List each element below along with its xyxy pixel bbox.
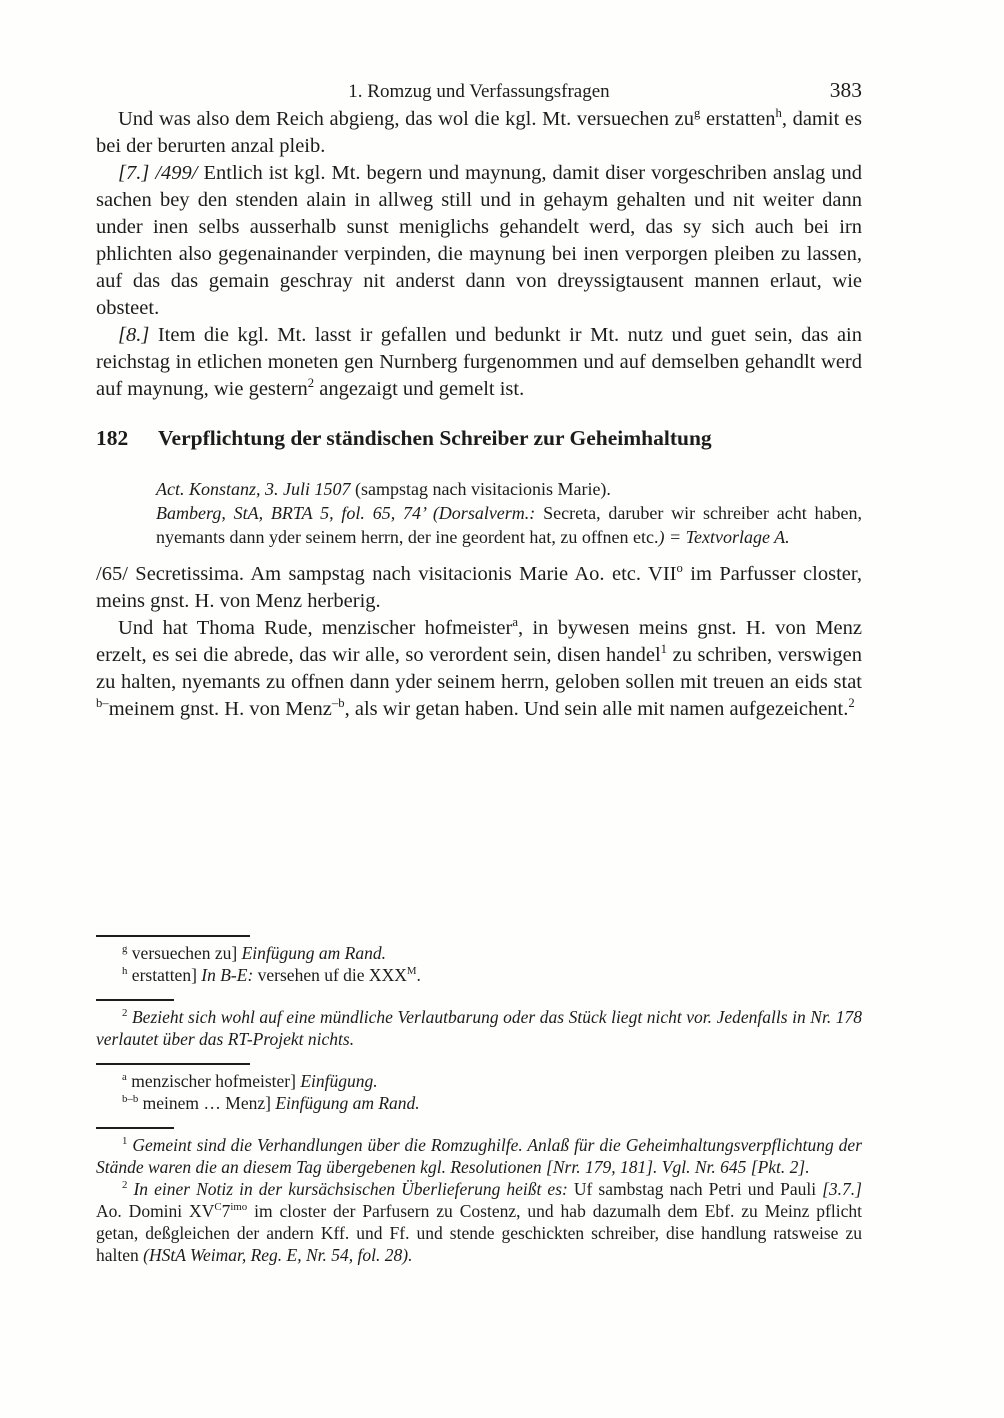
footnote-a: $^a$ menzischer hofmeister] Einfügung. <box>122 1071 378 1091</box>
entry-paragraph: Und hat Thoma Rude, menzischer hofmeister$^a$, in bywesen meins gnst. H. von Menz erzelt, es sei die abrede, das wir alle, so verordent sein, disen handel$^1$ zu schriben, verswigen zu halten, nyemants zu offnen dann yder seinem herrn, geloben sollen mit treuen an eids stat $^{b-}$meinem gnst. H. von Menz$^{-b}$, als wir getan haben. Und sein alle mit namen aufgezeichent.$^2$ <box>96 615 863 720</box>
source-description <box>156 477 862 549</box>
footnote-h: $^h$ erstatten] In B-E: versehen uf die $XXX^M$. <box>122 965 421 985</box>
entry-title: Verpflichtung der ständischen Schreiber zur Geheimhaltung <box>158 426 712 450</box>
footnote-rule <box>96 935 250 937</box>
footnote-2-entry: $^2$ In einer Notiz in der kursächsischen Überlieferung heißt es: Uf sambstag nach Petri und Pauli [3.7.] Ao. Domini $XV^C7^{imo}$ im closter der Parfusern zu Costenz, und hab dazumalh dem Ebf. zu Meinz pflicht getan, deßgleichen der andern Kff. und Ff. und stende geschickten schreiber, dise handlung ratsweise zu halten (HStA Weimar, Reg. E, Nr. 54, fol. 28). <box>96 1179 862 1265</box>
page-number: 383 <box>829 78 862 102</box>
footnote-rule <box>96 1127 174 1129</box>
footnote-2: $^2$ Bezieht sich wohl auf eine mündliche Verlautbarung oder das Stück liegt nicht vor. Jedenfalls in Nr. 178 verlautet über das RT-Projekt nichts. <box>96 1007 863 1049</box>
running-header-title: 1. Romzug und Verfassungsfragen <box>348 81 610 102</box>
body-paragraph: [8.] Item die kgl. Mt. lasst ir gefallen und bedunkt ir Mt. nutz und guet sein, das ain reichstag in etlichen moneten gen Nurnberg furgenommen und auf demselben gehandlt werd auf maynung, wie gestern$^2$ angezaigt und gemelt ist. <box>96 324 862 400</box>
source-line: Bamberg, StA, BRTA 5, fol. 65, 74’ (Dorsalverm.: Secreta, daruber wir schreiber acht haben, nyemants dann yder seinem herrn, der ine geordent hat, zu offnen etc.) = Textvorlage A. <box>156 503 862 547</box>
running-header <box>96 80 862 106</box>
footnotes-area <box>96 935 862 1279</box>
footnote-1: $^1$ Gemeint sind die Verhandlungen über die Romzughilfe. Anlaß für die Geheimhaltungsverpflichtung der Stände waren die an diesem Tag übergebenen kgl. Resolutionen [Nrr. 179, 181]. Vgl. Nr. 645 [Pkt. 2]. <box>96 1135 863 1177</box>
body-paragraph: [7.] /499/ Entlich ist kgl. Mt. begern und maynung, damit diser vorgeschriben anslag und sachen bey den stenden alain in allweg still und in gehaym gehalten und nit weiter dann under inen selbs ausserhalb sunst meniglichs gehandelt werd, das sy sich auch bei irn phlichten also gegenainander verpinden, die maynung bei inen verporgen pleiben zu lassen, auf das das gemain geschray nit anderst dann von dreyssigtausent mannen erlaut, wie obsteet. <box>96 162 862 319</box>
footnote-rule <box>96 1063 250 1065</box>
footnote-g: $^g$ versuechen zu] Einfügung am Rand. <box>122 943 386 963</box>
footnote-rule <box>96 999 174 1001</box>
footnote-group-notes-1-2 <box>96 1127 862 1266</box>
footnote-group-variants-gh <box>96 935 862 986</box>
footnote-group-variants-ab <box>96 1063 862 1114</box>
source-line: Act. Konstanz, 3. Juli 1507 (sampstag nach visitacionis Marie). <box>156 479 611 499</box>
footnote-b-b: $^{b-b}$ meinem … Menz] Einfügung am Rand. <box>122 1093 420 1113</box>
entry-number: 182 <box>96 426 129 450</box>
footnote-group-note-2 <box>96 999 862 1050</box>
entry-paragraph: /65/ Secretissima. Am sampstag nach visitacionis Marie Ao. etc. VII$^o$ im Parfusser closter, meins gnst. H. von Menz herberig. <box>96 561 862 612</box>
text-block <box>96 0 862 723</box>
body-paragraph: Und was also dem Reich abgieng, das wol die kgl. Mt. versuechen $zu^g$ erstatten$^h$, damit es bei der berurten anzal pleib. <box>96 106 862 157</box>
entry-body <box>96 561 862 723</box>
entry-heading <box>96 425 862 452</box>
